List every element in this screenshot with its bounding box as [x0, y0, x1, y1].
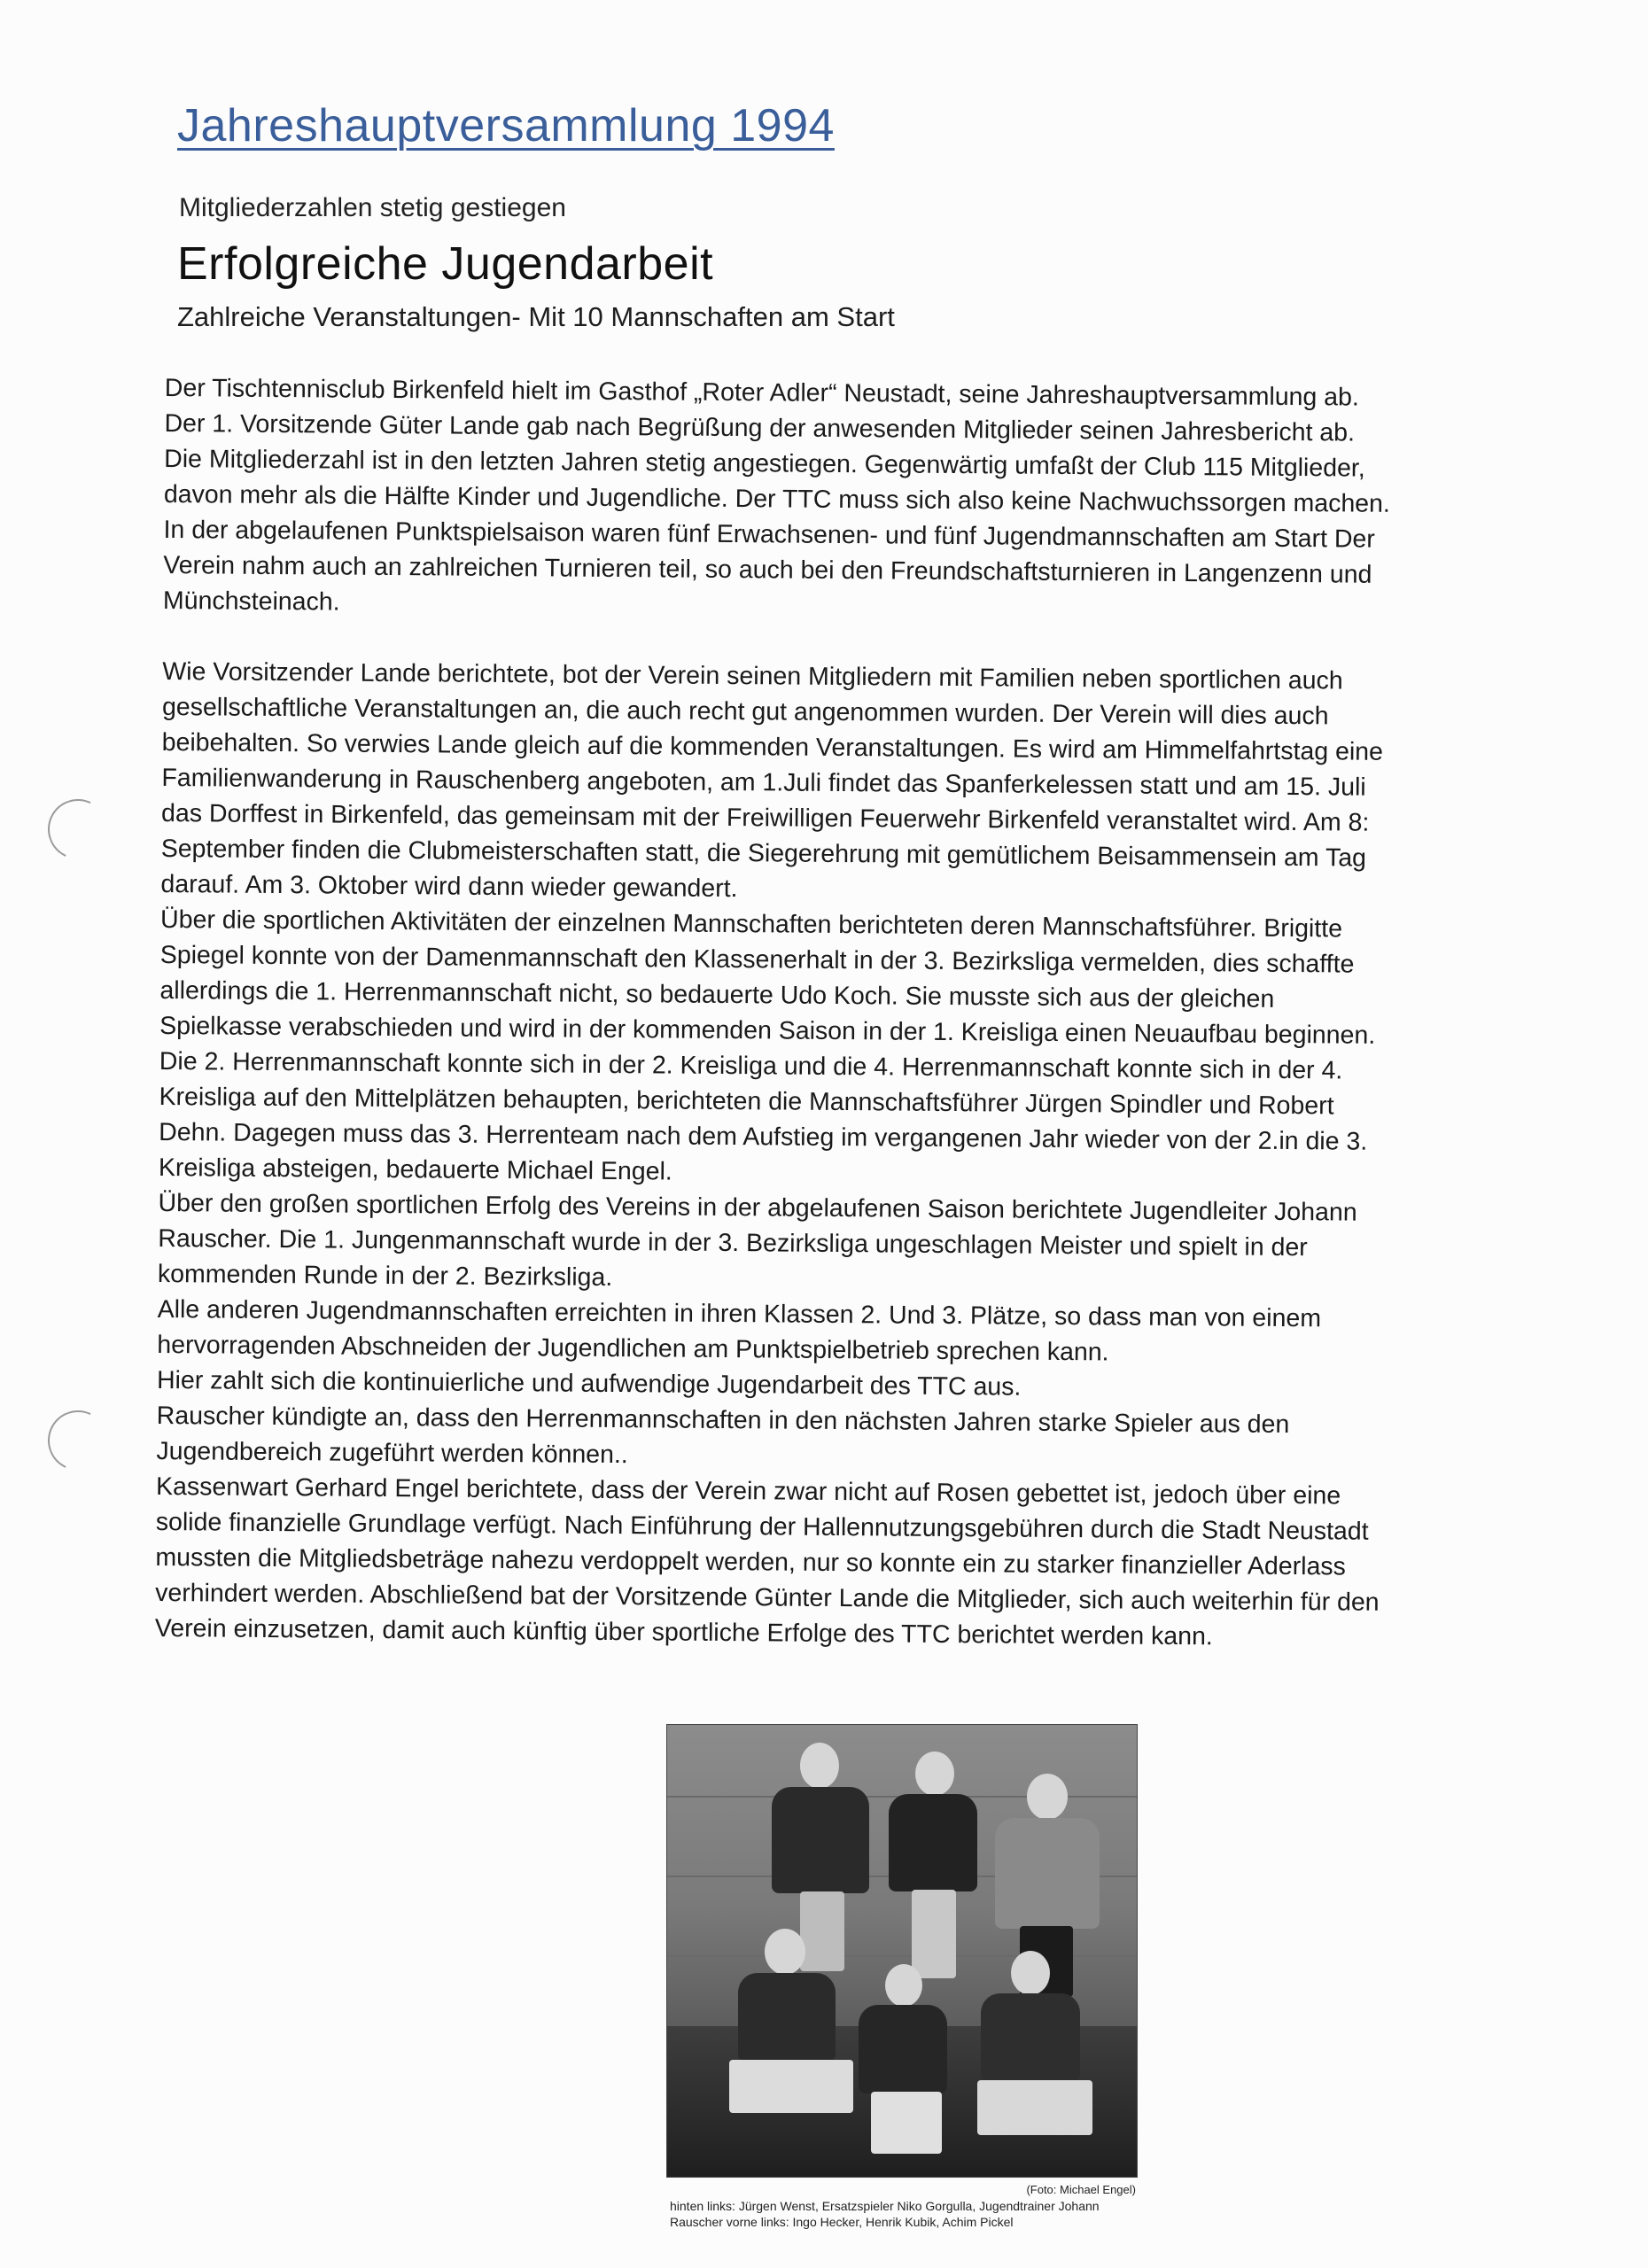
article-body: [155, 370, 1396, 1656]
paragraph-events: Wie Vorsitzender Lande berichtete, bot der Verein seinen Mitgliedern mit Familien neben sportlichen auch gesellschaftliche Veranstaltungen an, die auch recht gut angenommen wurden. Der Verein will dies auch beibehalten. So verwies Lande gleich auf die kommenden Veranstaltungen. Es wird am Himmelfahrtstag eine Familienwanderung in Rauschenberg angeboten, am 1.Juli findet das Spanferkelessen statt und am 15. Juli das Dorffest in Birkenfeld, das gemeinsam mit der Freiwilligen Feuerwehr Birkenfeld veranstaltet wird. Am 8: September finden die Clubmeisterschaften statt, die Siegerehrung mit gemütlichem Beisammensein am Tag darauf. Am 3. Oktober wird dann wieder gewandert.: [160, 656, 1384, 904]
photo-caption: hinten links: Jürgen Wenst, Ersatzspieler Niko Gorgulla, Jugendtrainer Johann Rauscher vorne links: Ingo Hecker, Henrik Kubik, Achim Pickel: [670, 2199, 1100, 2229]
paragraph-outlook: Rauscher kündigte an, dass den Herrenmannschaften in den nächsten Jahren starke Spieler aus den Jugendbereich zugeführt werden können..: [156, 1401, 1290, 1470]
article-headline: Erfolgreiche Jugendarbeit: [177, 238, 714, 290]
punch-hole-bottom: [39, 1402, 116, 1479]
paragraph-youth-success: Über den großen sportlichen Erfolg des Vereins in der abgelaufenen Saison berichtete Jugendleiter Johann Rauscher. Die 1. Jungenmannschaft wurde in der 3. Bezirksliga ungeschlagen Meister und spielt in der kommenden Runde in der 2. Bezirksliga.: [157, 1188, 1357, 1292]
paragraph-youth-teams: Alle anderen Jugendmannschaften erreichten in ihren Klassen 2. Und 3. Plätze, so dass man von einem hervorragenden Abschneiden der Jugendlichen am Punktspielbetrieb sprechen kann.: [157, 1294, 1322, 1367]
paragraph-teams: Über die sportlichen Aktivitäten der einzelnen Mannschaften berichteten deren Mannschaftsführer. Brigitte Spiegel konnte von der Damenmannschaft den Klassenerhalt in der 3. Bezirksliga vermelden, dies schaffte allerdings die 1. Herrenmannschaft nicht, so bedauerte Udo Koch. Sie musste sich aus der gleichen Spielkasse verabschieden und wird in der kommenden Saison in der 1. Kreisliga einen Neuaufbau beginnen. Die 2. Herrenmannschaft konnte sich in der 2. Kreisliga und die 4. Herrenmannschaft konnte sich in der 4. Kreisliga auf den Mittelplätzen behaupten, berichteten die Mannschaftsführer Jürgen Spindler und Robert Dehn. Dagegen muss das 3. Herrenteam nach dem Aufstieg im vergangenen Jahr wieder von der 2.in die 3. Kreisliga absteigen, bedauerte Michael Engel.: [158, 905, 1376, 1186]
paragraph-intro: Der Tischtennisclub Birkenfeld hielt im Gasthof „Roter Adler“ Neustadt, seine Jahreshauptversammlung ab. Der 1. Vorsitzende Güter Lande gab nach Begrüßung der anwesenden Mitglieder seinen Jahresbericht ab. Die Mitgliederzahl ist in den letzten Jahren stetig angestiegen. Gegenwärtig umfaßt der Club 115 Mitglieder, davon mehr als die Hälfte Kinder und Jugendliche. Der TTC muss sich also keine Nachwuchssorgen machen. In der abgelaufenen Punktspielsaison waren fünf Erwachsenen- und fünf Jugendmannschaften am Start Der Verein nahm auch an zahlreichen Turnieren teil, so auch bei den Freundschaftsturnieren in Langenzenn und Münchsteinach.: [162, 373, 1390, 617]
photo-credit: (Foto: Michael Engel): [1026, 2183, 1136, 2196]
team-photo: [666, 1724, 1138, 2178]
team-photo-block: [666, 1724, 1143, 2230]
paragraph-finances: Kassenwart Gerhard Engel berichtete, dass der Verein zwar nicht auf Rosen gebettet ist, jedoch über eine solide finanzielle Grundlage verfügt. Nach Einführung der Hallennutzungsgebühren durch die Stadt Neustadt mussten die Mitgliedsbeträge nahezu verdoppelt werden, nur so konnte ein zu starker finanzieller Aderlass verhindert werden. Abschließend bat der Vorsitzende Günter Lande die Mitglieder, sich auch weiterhin für den Verein einzusetzen, damit auch künftig über sportliche Erfolge des TTC berichtet werden kann.: [154, 1472, 1380, 1651]
article-subheadline: Zahlreiche Veranstaltungen- Mit 10 Mannschaften am Start: [177, 301, 895, 332]
document-title: Jahreshauptversammlung 1994: [177, 100, 835, 151]
paragraph-youth-work: Hier zahlt sich die kontinuierliche und aufwendige Jugendarbeit des TTC aus.: [156, 1365, 1022, 1402]
article-kicker: Mitgliederzahlen stetig gestiegen: [179, 193, 566, 222]
punch-hole-top: [39, 790, 116, 867]
